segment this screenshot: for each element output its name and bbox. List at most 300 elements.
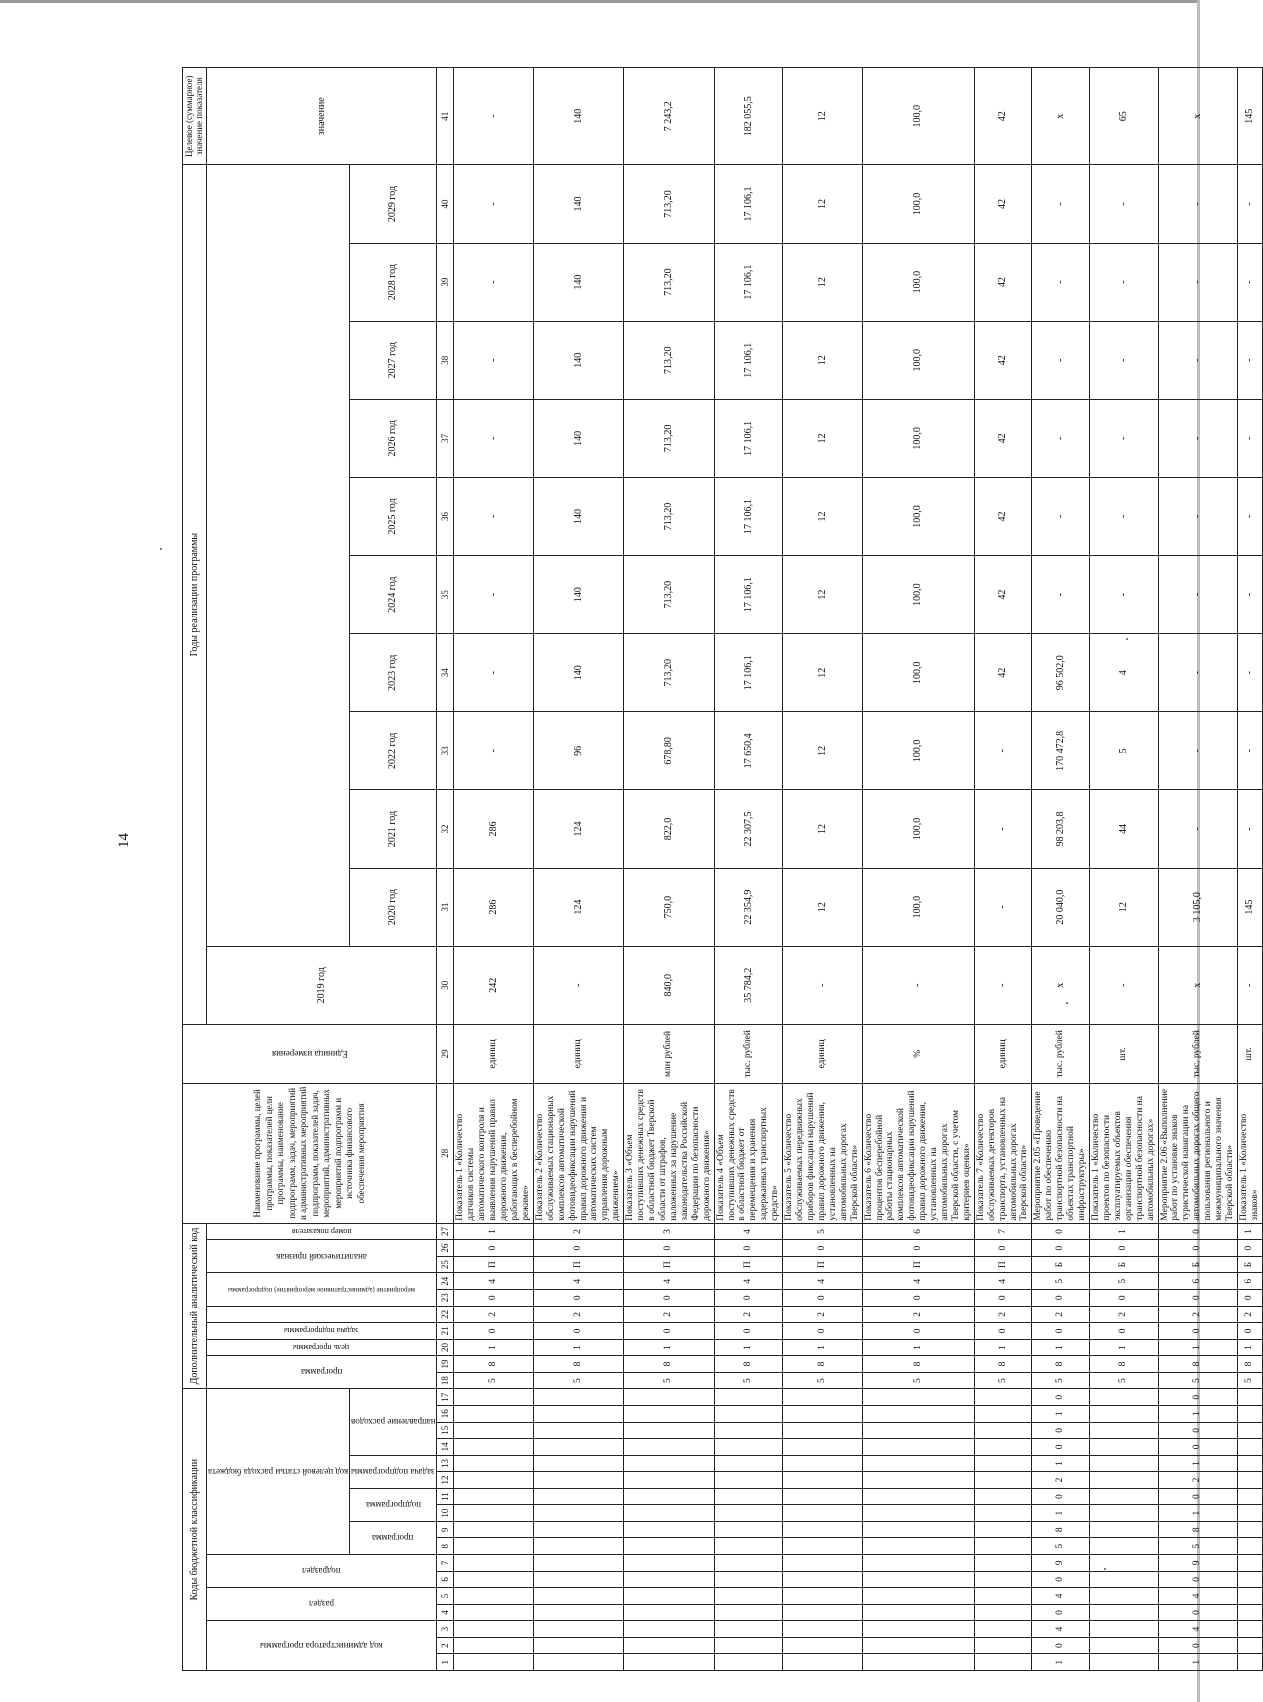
code-cell (783, 1472, 862, 1489)
code-cell (714, 1422, 783, 1439)
code-cell: 4 (783, 1273, 862, 1290)
column-number: 21 (437, 1323, 454, 1340)
year-value-cell: - (1158, 477, 1237, 555)
year-value-cell: 22 307,5 (714, 790, 783, 868)
year-value-cell: 713,20 (624, 634, 714, 712)
code-cell (1090, 1505, 1159, 1522)
code-cell: 4 (974, 1273, 1032, 1290)
code-cell: 4 (862, 1273, 974, 1290)
code-cell (714, 1571, 783, 1588)
code-cell: 8 (1032, 1521, 1090, 1538)
year-value-cell: 42 (974, 243, 1032, 321)
code-cell: 1 (1032, 1505, 1090, 1522)
goal-header: цель программы (206, 1339, 437, 1356)
indicator-name: Показатель 3 «Объем поступивших денежных средств в областной бюджет Тверской области от штрафов, наложенных за нарушение законодательства Российской Федерации по безопасности дорожного движения» (624, 1084, 714, 1224)
code-cell: 0 (974, 1240, 1032, 1257)
code-cell: 1 (783, 1339, 862, 1356)
year-value-cell: 286 (454, 868, 533, 946)
code-cell (1090, 1389, 1159, 1406)
code-cell (533, 1571, 623, 1588)
code-cell: 2 (1158, 1472, 1237, 1489)
code-cell (974, 1389, 1032, 1406)
code-cell: 1 (1158, 1654, 1237, 1671)
code-cell: 2 (783, 1306, 862, 1323)
unit-cell: единиц (533, 1024, 623, 1083)
code-cell (1090, 1455, 1159, 1472)
code-cell (714, 1621, 783, 1638)
unit-cell: млн рублей (624, 1024, 714, 1083)
code-cell (714, 1455, 783, 1472)
code-cell: 0 (1158, 1323, 1237, 1340)
code-cell (1238, 1422, 1263, 1439)
code-cell (624, 1422, 714, 1439)
year-value-cell: - (783, 946, 862, 1024)
column-number: 19 (437, 1356, 454, 1373)
code-cell: 1 (533, 1339, 623, 1356)
code-cell (624, 1488, 714, 1505)
year-value-cell: 100,0 (862, 243, 974, 321)
code-cell: 1 (1032, 1339, 1090, 1356)
year-value-cell: 140 (533, 399, 623, 477)
code-cell: П (714, 1256, 783, 1273)
year-value-cell: 713,20 (624, 399, 714, 477)
code-cell (783, 1521, 862, 1538)
rotated-table-sheet (182, 67, 1260, 1671)
year-value-cell: - (1238, 165, 1263, 243)
column-number: 11 (437, 1488, 454, 1505)
table-row (974, 68, 1032, 1671)
code-cell: 2 (454, 1306, 533, 1323)
code-cell: 5 (862, 1372, 974, 1389)
year-value-cell: 42 (974, 634, 1032, 712)
year-value-cell: - (1090, 477, 1159, 555)
code-cell: 0 (1238, 1240, 1263, 1257)
code-cell (454, 1555, 533, 1572)
code-cell: 8 (533, 1356, 623, 1373)
code-cell (1090, 1521, 1159, 1538)
code-cell: 4 (1158, 1588, 1237, 1605)
code-cell: 5 (783, 1223, 862, 1240)
indicator-name: Мероприятие 2.05 «Проведение работ по обеспечению транспортной безопасности на объектах транспортной инфраструктуры» (1032, 1084, 1090, 1224)
code-cell: 0 (1032, 1223, 1090, 1240)
code-cell: 5 (1238, 1372, 1263, 1389)
code-cell: 1 (1238, 1339, 1263, 1356)
code-cell (714, 1555, 783, 1572)
code-cell: 0 (1032, 1240, 1090, 1257)
year-2026-header: 2026 год (349, 399, 437, 477)
year-value-cell: 12 (783, 556, 862, 634)
code-cell: 0 (1158, 1571, 1237, 1588)
year-value-cell: 100,0 (862, 321, 974, 399)
code-cell: Б (1032, 1256, 1090, 1273)
scan-speck (160, 548, 162, 550)
code-cell (783, 1571, 862, 1588)
code-cell (862, 1455, 974, 1472)
year-value-cell: - (1090, 243, 1159, 321)
code-cell: 0 (1158, 1422, 1237, 1439)
code-cell: 3 (624, 1223, 714, 1240)
column-number: 38 (437, 321, 454, 399)
unit-cell: % (862, 1024, 974, 1083)
year-2020-header: 2020 год (349, 868, 437, 946)
code-cell (624, 1588, 714, 1605)
subtask-header: задача подпрограммы (206, 1323, 437, 1340)
code-cell (974, 1588, 1032, 1605)
code-cell: П (783, 1256, 862, 1273)
year-value-cell: - (454, 243, 533, 321)
code-cell (454, 1488, 533, 1505)
year-value-cell: - (974, 868, 1032, 946)
column-number-row (437, 68, 454, 1671)
code-cell (862, 1621, 974, 1638)
code-cell (624, 1455, 714, 1472)
code-cell (533, 1637, 623, 1654)
code-cell: 0 (624, 1290, 714, 1307)
year-value-cell: - (1158, 243, 1237, 321)
code-cell (624, 1555, 714, 1572)
code-cell (714, 1637, 783, 1654)
code-cell: 0 (624, 1323, 714, 1340)
code-cell: 5 (974, 1372, 1032, 1389)
program-indicators-table (182, 67, 1263, 1671)
code-cell: 2 (974, 1306, 1032, 1323)
code-cell (862, 1488, 974, 1505)
year-value-cell: 140 (533, 165, 623, 243)
code-cell: 0 (624, 1240, 714, 1257)
column-number: 41 (437, 68, 454, 165)
total-value-cell: х (1032, 68, 1090, 165)
column-number: 18 (437, 1372, 454, 1389)
year-value-cell: - (1032, 556, 1090, 634)
indicator-name: Показатель 1 «Количество проектов по безопасности эксплуатируемых объектов организации обеспечения транспортной безопасности на автомобильных дорогах» (1090, 1084, 1159, 1224)
code-cell (454, 1637, 533, 1654)
code-cell: 5 (1032, 1538, 1090, 1555)
code-cell (862, 1505, 974, 1522)
code-cell: 2 (624, 1306, 714, 1323)
indicator-name: Показатель 1 «Количество знаков» (1238, 1084, 1263, 1224)
code-cell (533, 1422, 623, 1439)
indicator-name: Показатель 6 «Количество процентов бесперебойной работы стационарных комплексов автоматической фотовидеофиксации нарушений правил дорожного движения, установленных на автомобильных дорогах Тверской области, с учетом критериев оценки» (862, 1084, 974, 1224)
podrazdel-header: подраздел (206, 1555, 437, 1588)
year-2029-header: 2029 год (349, 165, 437, 243)
code-cell: 4 (714, 1273, 783, 1290)
code-cell: 0 (1032, 1571, 1090, 1588)
column-number: 5 (437, 1588, 454, 1605)
code-cell (862, 1637, 974, 1654)
year-value-cell: 100,0 (862, 556, 974, 634)
code-cell: 0 (1158, 1604, 1237, 1621)
code-cell (974, 1571, 1032, 1588)
year-value-cell: - (1090, 321, 1159, 399)
table-row (624, 68, 714, 1671)
total-value-cell: х (1158, 68, 1237, 165)
code-cell (783, 1505, 862, 1522)
code-cell (714, 1505, 783, 1522)
code-cell: 0 (1032, 1323, 1090, 1340)
year-value-cell: - (1032, 243, 1090, 321)
code-cell: 8 (454, 1356, 533, 1373)
year-value-cell: 124 (533, 790, 623, 868)
year-value-cell: - (1238, 946, 1263, 1024)
code-cell (714, 1488, 783, 1505)
year-value-cell: 124 (533, 868, 623, 946)
column-number: 22 (437, 1306, 454, 1323)
year-value-cell: - (974, 946, 1032, 1024)
code-cell (624, 1439, 714, 1456)
code-cell: 8 (714, 1356, 783, 1373)
code-cell: 0 (1090, 1290, 1159, 1307)
code-cell: 2 (714, 1306, 783, 1323)
code-cell (1238, 1571, 1263, 1588)
code-cell (533, 1505, 623, 1522)
code-cell (783, 1406, 862, 1423)
code-cell (783, 1422, 862, 1439)
indicator-name: Показатель 2 «Количество обслуживаемых стационарных комплексов автоматической фотовидеофиксации нарушений правил дорожного движения и автоматических систем управления дорожным движением» (533, 1084, 623, 1224)
code-cell (624, 1389, 714, 1406)
year-value-cell: 42 (974, 477, 1032, 555)
year-value-cell: 100,0 (862, 477, 974, 555)
table-row (533, 68, 623, 1671)
year-value-cell: 98 203,8 (1032, 790, 1090, 868)
code-cell (974, 1422, 1032, 1439)
code-cell: 5 (1032, 1273, 1090, 1290)
code-cell: 1 (1158, 1505, 1237, 1522)
total-value-cell: 140 (533, 68, 623, 165)
code-cell (533, 1654, 623, 1671)
year-value-cell: 17 650,4 (714, 712, 783, 790)
indicator-name: Показатель 7 «Количество обслуживаемых детекторов транспорта, установленных на автомобильных дорогах Тверской области» (974, 1084, 1032, 1224)
code-cell: 1 (974, 1339, 1032, 1356)
code-cell: 6 (1158, 1273, 1237, 1290)
year-value-cell: - (1238, 790, 1263, 868)
year-2027-header: 2027 год (349, 321, 437, 399)
code-cell (1238, 1588, 1263, 1605)
unit-cell: шт. (1238, 1024, 1263, 1083)
code-cell: 0 (533, 1240, 623, 1257)
year-value-cell: 4 (1090, 634, 1159, 712)
code-cell: 8 (783, 1356, 862, 1373)
unit-cell: единиц (454, 1024, 533, 1083)
code-cell: 5 (783, 1372, 862, 1389)
code-cell (974, 1621, 1032, 1638)
code-cell (624, 1604, 714, 1621)
task-header: задача подпрограммы (349, 1455, 437, 1488)
column-number: 13 (437, 1455, 454, 1472)
code-cell (454, 1521, 533, 1538)
code-cell (714, 1472, 783, 1489)
column-number: 26 (437, 1240, 454, 1257)
code-cell (1238, 1406, 1263, 1423)
year-value-cell: 140 (533, 243, 623, 321)
code-cell: 0 (1032, 1290, 1090, 1307)
column-number: 2 (437, 1637, 454, 1654)
header-row-3 (349, 68, 437, 1671)
code-cell: 8 (1090, 1356, 1159, 1373)
code-cell: 4 (714, 1223, 783, 1240)
code-cell (974, 1488, 1032, 1505)
column-number: 6 (437, 1571, 454, 1588)
code-cell (1238, 1505, 1263, 1522)
code-cell (1238, 1654, 1263, 1671)
code-cell: 2 (1090, 1306, 1159, 1323)
code-cell: 8 (1158, 1521, 1237, 1538)
code-cell: 2 (1032, 1306, 1090, 1323)
header-row-1 (183, 68, 207, 1671)
year-value-cell: 713,20 (624, 165, 714, 243)
year-value-cell: - (862, 946, 974, 1024)
year-2028-header: 2028 год (349, 243, 437, 321)
year-value-cell: - (1158, 712, 1237, 790)
year-value-cell: 35 784,2 (714, 946, 783, 1024)
code-cell (1090, 1621, 1159, 1638)
year-value-cell: 12 (783, 321, 862, 399)
code-cell (454, 1389, 533, 1406)
years-group-header: Годы реализации программы (183, 165, 207, 1024)
code-cell (624, 1521, 714, 1538)
code-cell (1238, 1455, 1263, 1472)
direction-header: направление расходов (349, 1389, 437, 1455)
code-cell (1090, 1439, 1159, 1456)
total-value-cell: 7 243,2 (624, 68, 714, 165)
code-cell (533, 1538, 623, 1555)
code-cell: 0 (1158, 1389, 1237, 1406)
year-value-cell: 140 (533, 556, 623, 634)
column-number: 10 (437, 1505, 454, 1522)
year-value-cell: 750,0 (624, 868, 714, 946)
column-number: 35 (437, 556, 454, 634)
year-value-cell: 96 502,0 (1032, 634, 1090, 712)
code-cell (533, 1472, 623, 1489)
column-number: 20 (437, 1339, 454, 1356)
code-cell: 1 (1158, 1406, 1237, 1423)
code-cell: 4 (533, 1273, 623, 1290)
year-value-cell: - (1238, 712, 1263, 790)
year-value-cell: 96 (533, 712, 623, 790)
year-value-cell: - (1090, 399, 1159, 477)
column-number: 8 (437, 1538, 454, 1555)
year-2019-header: 2019 год (206, 946, 437, 1024)
code-cell: 5 (714, 1372, 783, 1389)
code-cell: Б (1238, 1256, 1263, 1273)
code-cell (862, 1588, 974, 1605)
unit-cell: единиц (974, 1024, 1032, 1083)
indicator-name: Показатель 4 «Объем поступивших денежных средств в областной бюджет от перемещения и хранения задержанных транспортных средств» (714, 1084, 783, 1224)
code-cell (1238, 1555, 1263, 1572)
code-cell (714, 1406, 783, 1423)
column-number: 40 (437, 165, 454, 243)
year-value-cell: - (1238, 243, 1263, 321)
year-value-cell: - (1238, 634, 1263, 712)
code-cell (1090, 1604, 1159, 1621)
year-value-cell: 678,80 (624, 712, 714, 790)
code-cell: 0 (1032, 1488, 1090, 1505)
total-value-header: значение (206, 68, 437, 165)
column-number: 1 (437, 1654, 454, 1671)
year-value-cell: 170 472,8 (1032, 712, 1090, 790)
code-cell: 8 (624, 1356, 714, 1373)
kbk-group-header: Коды бюджетной классификации (183, 1389, 207, 1671)
code-cell (624, 1505, 714, 1522)
code-cell (714, 1604, 783, 1621)
column-number: 17 (437, 1389, 454, 1406)
year-value-cell: - (1090, 556, 1159, 634)
code-cell (454, 1505, 533, 1522)
program-header: программа (349, 1521, 437, 1554)
year-value-cell: - (454, 165, 533, 243)
code-cell: 8 (1158, 1356, 1237, 1373)
year-value-cell: - (454, 399, 533, 477)
code-cell: 1 (1090, 1339, 1159, 1356)
table-row (714, 68, 783, 1671)
code-cell: 5 (454, 1372, 533, 1389)
code-cell (862, 1555, 974, 1572)
indicator-name: Показатель 1 «Количество датчиков системы автоматического контроля и выявления нарушений правил дорожного движения, работающих в бесперебойном режиме» (454, 1084, 533, 1224)
year-value-cell: - (1090, 165, 1159, 243)
code-cell (862, 1521, 974, 1538)
code-cell: 8 (1032, 1356, 1090, 1373)
code-cell (533, 1621, 623, 1638)
extra-code-group-header: Дополнительный аналитический код (183, 1223, 207, 1389)
code-cell: Б (1158, 1256, 1237, 1273)
code-cell: П (974, 1256, 1032, 1273)
year-value-cell: - (1158, 790, 1237, 868)
column-number: 32 (437, 790, 454, 868)
code-cell: 1 (624, 1339, 714, 1356)
code-cell: 0 (1158, 1290, 1237, 1307)
year-value-cell: - (1090, 946, 1159, 1024)
code-cell: П (624, 1256, 714, 1273)
code-cell: 9 (1032, 1555, 1090, 1572)
code-cell: 0 (1238, 1323, 1263, 1340)
total-value-cell: 182 055,5 (714, 68, 783, 165)
table-row (454, 68, 533, 1671)
code-cell (533, 1588, 623, 1605)
year-value-cell: 42 (974, 556, 1032, 634)
code-cell: 0 (1158, 1439, 1237, 1456)
table-row (1238, 68, 1263, 1671)
purpose-header: программа (206, 1356, 437, 1389)
year-value-cell: - (1158, 634, 1237, 712)
column-number: 28 (437, 1084, 454, 1224)
column-number: 30 (437, 946, 454, 1024)
code-cell: 0 (533, 1290, 623, 1307)
code-cell (974, 1538, 1032, 1555)
year-value-cell: х (1158, 946, 1237, 1024)
code-cell (714, 1538, 783, 1555)
total-value-cell: 12 (783, 68, 862, 165)
year-value-cell: - (1158, 399, 1237, 477)
code-cell (714, 1521, 783, 1538)
code-cell: 1 (1158, 1339, 1237, 1356)
code-cell: 1 (454, 1339, 533, 1356)
unit-cell: шт. (1090, 1024, 1159, 1083)
column-number: 39 (437, 243, 454, 321)
year-value-cell: 17 106,1 (714, 243, 783, 321)
code-cell: 1 (1238, 1223, 1263, 1240)
code-cell (454, 1571, 533, 1588)
code-cell: П (862, 1256, 974, 1273)
code-cell: 0 (714, 1240, 783, 1257)
code-cell (454, 1439, 533, 1456)
code-cell (783, 1588, 862, 1605)
year-value-cell: - (1238, 399, 1263, 477)
code-cell (533, 1406, 623, 1423)
year-value-cell: 12 (783, 165, 862, 243)
year-value-cell: 12 (783, 243, 862, 321)
code-cell (783, 1555, 862, 1572)
code-cell: 0 (862, 1240, 974, 1257)
column-number: 34 (437, 634, 454, 712)
